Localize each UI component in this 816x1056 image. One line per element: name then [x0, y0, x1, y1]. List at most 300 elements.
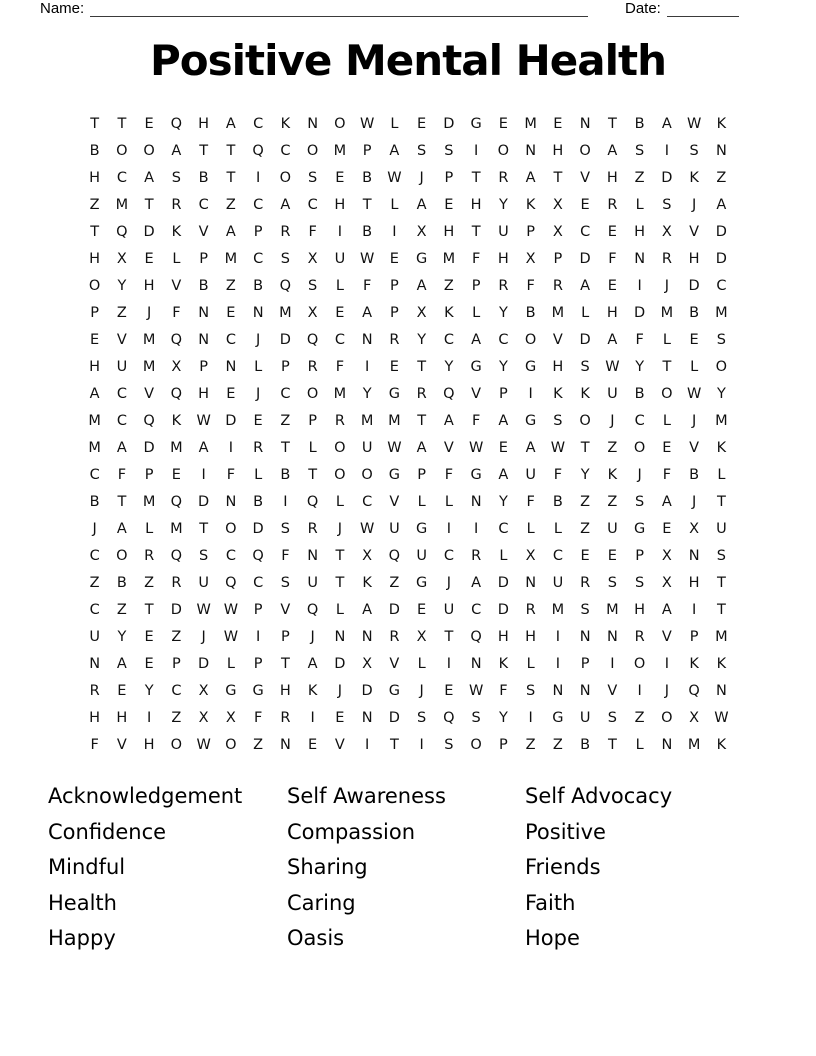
word-item: Compassion: [287, 819, 416, 844]
grid-letter: R: [498, 170, 509, 186]
grid-letter: W: [223, 602, 239, 618]
grid-letter: C: [89, 467, 100, 483]
grid-letter: P: [417, 467, 426, 483]
grid-letter: L: [254, 359, 263, 375]
grid-letter: F: [335, 359, 345, 375]
grid-letter: F: [553, 467, 563, 483]
grid-letter: S: [635, 575, 645, 591]
grid-letter: E: [389, 359, 399, 375]
grid-letter: Z: [116, 602, 127, 618]
grid-letter: D: [579, 332, 591, 348]
grid-letter: C: [634, 413, 645, 429]
grid-letter: C: [253, 116, 264, 132]
grid-letter: G: [634, 521, 646, 537]
grid-letter: Y: [498, 710, 508, 726]
grid-letter: O: [170, 737, 183, 753]
grid-letter: W: [468, 683, 484, 699]
grid-letter: E: [144, 629, 154, 645]
grid-letter: V: [198, 224, 209, 240]
grid-letter: H: [89, 251, 101, 267]
grid-letter: X: [689, 710, 700, 726]
grid-letter: N: [307, 116, 319, 132]
grid-letter: R: [552, 278, 563, 294]
grid-letter: F: [281, 548, 290, 564]
grid-letter: Y: [498, 494, 508, 510]
grid-letter: L: [172, 251, 181, 267]
grid-letter: Z: [607, 494, 618, 510]
grid-letter: U: [116, 359, 128, 375]
grid-letter: U: [579, 710, 591, 726]
grid-letter: H: [116, 710, 128, 726]
grid-letter: Q: [306, 602, 319, 618]
grid-letter: P: [390, 305, 399, 321]
grid-letter: T: [553, 170, 563, 186]
grid-letter: S: [444, 737, 454, 753]
grid-letter: A: [607, 332, 618, 348]
grid-letter: C: [443, 548, 454, 564]
grid-letter: X: [198, 683, 209, 699]
grid-letter: S: [171, 170, 181, 186]
grid-letter: R: [144, 548, 155, 564]
grid-letter: D: [279, 332, 291, 348]
word-item: Mindful: [48, 855, 126, 880]
grid-letter: M: [142, 359, 156, 375]
grid-letter: M: [279, 305, 292, 321]
grid-letter: E: [335, 710, 345, 726]
grid-row: [81, 300, 735, 327]
grid-letter: K: [716, 737, 727, 753]
grid-letter: A: [471, 575, 482, 591]
grid-letter: K: [689, 170, 699, 186]
grid-letter: I: [310, 710, 315, 726]
grid-letter: N: [198, 305, 210, 321]
grid-letter: S: [689, 143, 699, 159]
word-item: Friends: [525, 855, 601, 880]
grid-letter: F: [226, 467, 236, 483]
grid-letter: O: [661, 386, 673, 402]
grid-letter: V: [580, 170, 591, 186]
grid-letter: K: [525, 197, 536, 213]
grid-letter: L: [226, 656, 235, 672]
grid-letter: I: [255, 629, 261, 645]
word-list-column: [287, 779, 525, 957]
grid-letter: A: [580, 278, 591, 294]
grid-letter: X: [116, 251, 127, 267]
grid-letter: W: [359, 521, 375, 537]
grid-letter: A: [416, 278, 427, 294]
grid-letter: H: [443, 224, 455, 240]
grid-letter: C: [253, 197, 264, 213]
grid-letter: R: [416, 386, 427, 402]
grid-letter: P: [199, 251, 208, 267]
grid-letter: L: [254, 467, 263, 483]
grid-letter: O: [116, 143, 128, 159]
grid-row: [81, 543, 735, 570]
grid-letter: I: [392, 224, 397, 240]
grid-letter: D: [143, 440, 155, 456]
grid-letter: U: [498, 224, 509, 240]
grid-letter: U: [443, 602, 455, 618]
grid-letter: B: [689, 305, 700, 321]
grid-letter: G: [525, 359, 537, 375]
grid-letter: P: [253, 224, 263, 240]
grid-letter: U: [607, 386, 618, 402]
grid-letter: B: [362, 170, 373, 186]
grid-letter: A: [144, 170, 155, 186]
grid-letter: T: [90, 224, 100, 240]
grid-letter: R: [307, 521, 318, 537]
grid-letter: L: [526, 521, 535, 537]
grid-letter: P: [526, 224, 535, 240]
grid-letter: C: [89, 548, 100, 564]
grid-letter: C: [307, 197, 318, 213]
grid-letter: F: [117, 467, 127, 483]
grid-letter: O: [88, 278, 101, 294]
grid-letter: Q: [306, 332, 319, 348]
grid-letter: B: [634, 386, 645, 402]
grid-letter: N: [470, 494, 482, 510]
grid-letter: D: [497, 575, 509, 591]
grid-letter: C: [280, 386, 291, 402]
grid-letter: O: [579, 143, 591, 159]
grid-letter: S: [580, 359, 590, 375]
grid-letter: X: [525, 548, 536, 564]
grid-letter: K: [716, 656, 727, 672]
grid-letter: V: [389, 656, 400, 672]
grid-letter: D: [715, 251, 727, 267]
grid-letter: U: [525, 467, 536, 483]
grid-letter: J: [146, 305, 152, 321]
grid-letter: B: [253, 494, 264, 510]
grid-letter: V: [144, 386, 155, 402]
grid-letter: W: [550, 440, 566, 456]
grid-letter: T: [144, 602, 154, 618]
grid-letter: O: [470, 737, 482, 753]
grid-letter: H: [606, 305, 618, 321]
grid-letter: L: [390, 116, 399, 132]
grid-letter: G: [416, 521, 428, 537]
grid-letter: Z: [144, 575, 155, 591]
grid-letter: H: [198, 386, 210, 402]
grid-letter: K: [171, 413, 182, 429]
grid-letter: F: [499, 683, 508, 699]
grid-row: [81, 516, 735, 543]
grid-letter: E: [498, 440, 508, 456]
name-label: Name:: [40, 0, 85, 17]
grid-letter: E: [607, 224, 617, 240]
grid-letter: T: [716, 602, 726, 618]
grid-letter: M: [170, 440, 183, 456]
grid-letter: T: [580, 440, 590, 456]
grid-letter: P: [281, 359, 290, 375]
grid-letter: P: [499, 737, 508, 753]
grid-letter: T: [117, 494, 127, 510]
grid-row: [81, 570, 735, 597]
grid-letter: I: [528, 710, 533, 726]
grid-letter: H: [552, 143, 564, 159]
grid-letter: D: [579, 251, 591, 267]
grid-letter: U: [361, 440, 373, 456]
grid-letter: M: [551, 305, 565, 321]
grid-letter: W: [223, 629, 239, 645]
grid-letter: E: [335, 170, 345, 186]
grid-letter: T: [226, 143, 236, 159]
word-item: Happy: [48, 926, 116, 951]
grid-letter: S: [607, 575, 617, 591]
grid-letter: R: [389, 332, 400, 348]
grid-letter: E: [144, 656, 154, 672]
grid-letter: W: [714, 710, 729, 726]
grid-letter: J: [691, 413, 697, 429]
grid-letter: N: [470, 656, 482, 672]
grid-letter: A: [280, 197, 291, 213]
grid-letter: S: [635, 494, 645, 510]
grid-letter: E: [662, 440, 672, 456]
grid-letter: E: [662, 521, 672, 537]
grid-letter: G: [388, 467, 400, 483]
grid-letter: H: [198, 116, 210, 132]
grid-letter: M: [687, 737, 701, 753]
grid-letter: C: [171, 683, 182, 699]
grid-letter: U: [198, 575, 209, 591]
grid-letter: D: [388, 602, 400, 618]
grid-letter: Y: [362, 386, 372, 402]
grid-letter: T: [417, 359, 427, 375]
grid-letter: V: [334, 737, 345, 753]
grid-letter: J: [337, 521, 343, 537]
grid-letter: P: [172, 656, 181, 672]
grid-letter: L: [417, 656, 426, 672]
grid-letter: F: [308, 224, 317, 240]
grid-letter: Q: [143, 413, 155, 429]
grid-letter: E: [498, 116, 508, 132]
grid-letter: F: [362, 278, 372, 294]
grid-letter: Y: [417, 332, 427, 348]
grid-row: [81, 354, 735, 381]
grid-letter: N: [634, 251, 646, 267]
grid-letter: I: [637, 683, 642, 699]
grid-letter: O: [225, 521, 237, 537]
grid-letter: X: [661, 575, 672, 591]
grid-letter: A: [198, 440, 209, 456]
grid-letter: H: [497, 629, 509, 645]
grid-letter: N: [552, 683, 564, 699]
grid-letter: T: [716, 575, 726, 591]
grid-letter: A: [307, 656, 318, 672]
grid-letter: E: [689, 332, 699, 348]
grid-letter: C: [198, 197, 209, 213]
grid-letter: Q: [470, 629, 482, 645]
grid-letter: M: [715, 305, 728, 321]
grid-letter: M: [333, 386, 347, 402]
grid-letter: K: [498, 656, 509, 672]
grid-letter: V: [689, 224, 700, 240]
grid-row: [81, 732, 735, 759]
grid-letter: J: [255, 332, 261, 348]
grid-letter: A: [498, 467, 509, 483]
grid-letter: Q: [170, 494, 183, 510]
grid-letter: S: [662, 197, 672, 213]
grid-letter: K: [362, 575, 372, 591]
grid-letter: O: [497, 143, 510, 159]
grid-letter: N: [661, 737, 673, 753]
grid-letter: L: [472, 305, 481, 321]
grid-letter: L: [145, 521, 154, 537]
grid-letter: Y: [580, 467, 590, 483]
grid-letter: T: [716, 494, 726, 510]
grid-letter: M: [606, 602, 619, 618]
grid-letter: E: [226, 305, 236, 321]
grid-letter: E: [117, 683, 127, 699]
grid-letter: B: [198, 170, 209, 186]
grid-letter: F: [526, 494, 535, 510]
grid-letter: N: [715, 683, 727, 699]
grid-row: [81, 192, 735, 219]
grid-letter: R: [607, 197, 618, 213]
grid-letter: D: [334, 656, 346, 672]
grid-letter: S: [280, 521, 290, 537]
grid-letter: W: [387, 170, 402, 186]
grid-letter: N: [198, 332, 210, 348]
grid-letter: E: [607, 548, 617, 564]
grid-letter: W: [387, 440, 402, 456]
grid-letter: E: [553, 116, 563, 132]
grid-letter: O: [306, 143, 319, 159]
grid-letter: H: [606, 170, 618, 186]
grid-letter: V: [116, 737, 127, 753]
grid-letter: A: [498, 413, 509, 429]
grid-letter: P: [199, 359, 208, 375]
grid-letter: E: [226, 386, 236, 402]
grid-letter: Z: [116, 305, 127, 321]
grid-letter: R: [280, 224, 291, 240]
grid-letter: J: [419, 170, 424, 186]
grid-letter: A: [471, 332, 482, 348]
grid-letter: O: [143, 143, 155, 159]
grid-letter: K: [689, 656, 699, 672]
grid-letter: Z: [225, 197, 236, 213]
grid-letter: L: [390, 197, 399, 213]
grid-letter: M: [333, 143, 347, 159]
grid-letter: I: [364, 359, 370, 375]
grid-letter: E: [144, 251, 154, 267]
grid-letter: Z: [634, 170, 645, 186]
grid-letter: H: [552, 359, 564, 375]
grid-letter: R: [661, 251, 672, 267]
grid-letter: T: [199, 143, 209, 159]
grid-letter: K: [607, 467, 618, 483]
grid-letter: C: [116, 413, 127, 429]
grid-letter: W: [686, 116, 702, 132]
grid-letter: K: [444, 305, 454, 321]
grid-letter: R: [634, 629, 645, 645]
grid-letter: H: [688, 575, 700, 591]
grid-letter: Z: [253, 737, 264, 753]
grid-letter: H: [334, 197, 346, 213]
grid-row: [81, 597, 735, 624]
grid-letter: U: [416, 548, 427, 564]
grid-letter: Q: [688, 683, 700, 699]
grid-letter: N: [579, 116, 591, 132]
grid-letter: A: [171, 143, 182, 159]
grid-letter: O: [633, 440, 646, 456]
grid-letter: I: [446, 521, 452, 537]
grid-letter: X: [198, 710, 209, 726]
page-title: Positive Mental Health: [150, 36, 666, 85]
grid-row: [81, 138, 735, 165]
grid-letter: I: [610, 656, 615, 672]
grid-letter: F: [90, 737, 99, 753]
grid-letter: L: [444, 494, 453, 510]
grid-letter: I: [691, 602, 697, 618]
grid-letter: L: [417, 494, 426, 510]
grid-letter: H: [143, 278, 155, 294]
grid-letter: B: [116, 575, 127, 591]
grid-letter: L: [499, 548, 508, 564]
grid-letter: U: [552, 575, 564, 591]
grid-row: [81, 678, 735, 705]
grid-letter: D: [170, 602, 182, 618]
grid-letter: H: [143, 737, 155, 753]
grid-letter: Q: [252, 143, 264, 159]
grid-letter: O: [334, 467, 346, 483]
grid-letter: N: [279, 737, 291, 753]
grid-letter: S: [417, 143, 427, 159]
grid-letter: R: [171, 197, 182, 213]
grid-letter: M: [660, 305, 674, 321]
grid-letter: T: [471, 170, 481, 186]
grid-letter: C: [362, 494, 373, 510]
grid-letter: Q: [443, 710, 455, 726]
grid-letter: L: [690, 359, 699, 375]
grid-letter: Y: [117, 629, 127, 645]
grid-letter: D: [198, 656, 210, 672]
grid-letter: Z: [171, 710, 182, 726]
grid-letter: D: [715, 224, 727, 240]
grid-letter: C: [580, 224, 591, 240]
grid-letter: T: [335, 575, 345, 591]
grid-letter: Z: [89, 575, 100, 591]
grid-letter: P: [635, 548, 644, 564]
grid-letter: B: [634, 116, 645, 132]
grid-letter: Z: [225, 278, 236, 294]
grid-letter: S: [308, 170, 318, 186]
grid-letter: G: [388, 683, 400, 699]
grid-letter: U: [716, 521, 727, 537]
grid-letter: V: [443, 440, 454, 456]
grid-letter: G: [416, 251, 428, 267]
grid-letter: J: [610, 413, 615, 429]
grid-letter: H: [89, 359, 101, 375]
grid-letter: E: [417, 116, 427, 132]
grid-letter: L: [553, 521, 562, 537]
grid-letter: P: [553, 251, 563, 267]
word-item: Acknowledgement: [48, 784, 243, 808]
grid-letter: I: [364, 737, 370, 753]
grid-letter: Q: [170, 386, 183, 402]
grid-letter: P: [281, 629, 290, 645]
grid-letter: Y: [117, 278, 127, 294]
grid-letter: B: [552, 494, 563, 510]
grid-letter: L: [662, 332, 671, 348]
grid-row: [81, 327, 735, 354]
grid-letter: T: [117, 116, 127, 132]
grid-letter: T: [607, 116, 617, 132]
grid-row: [81, 489, 735, 516]
grid-letter: A: [661, 494, 672, 510]
grid-letter: N: [334, 629, 346, 645]
grid-letter: Y: [498, 197, 508, 213]
